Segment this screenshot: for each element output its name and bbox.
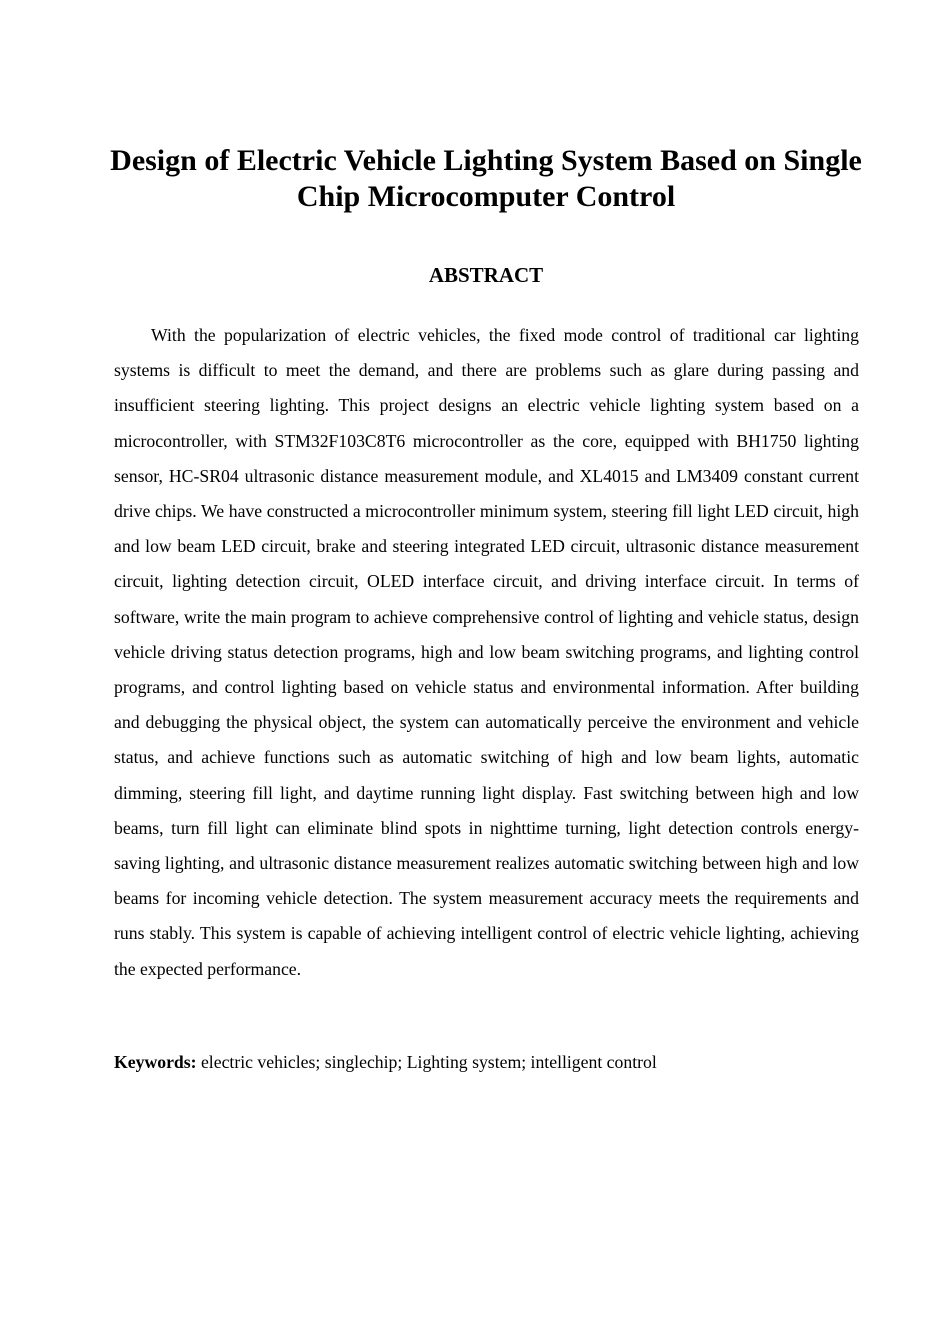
abstract-body: With the popularization of electric vehicles, the fixed mode control of traditional car lighting systems is difficult to meet the demand, and there are problems such as glare during passing and insufficient steering lighting. This project designs an electric vehicle lighting system based on a microcontroller, with STM32F103C8T6 microcontroller as the core, equipped with BH1750 lighting sensor, HC-SR04 ultrasonic distance measurement module, and XL4015 and LM3409 constant current drive chips. We have constructed a microcontroller minimum system, steering fill light LED circuit, high and low beam LED circuit, brake and steering integrated LED circuit, ultrasonic distance measurement circuit, lighting detection circuit, OLED interface circuit, and driving interface circuit. In terms of software, write the main program to achieve comprehensive control of lighting and vehicle status, design vehicle driving status detection programs, high and low beam switching programs, and lighting control programs, and control lighting based on vehicle status and environmental information. After building and debugging the physical object, the system can automatically perceive the environment and vehicle status, and achieve functions such as automatic switching of high and low beam lights, automatic dimming, steering fill light, and daytime running light display. Fast switching between high and low beams, turn fill light can eliminate blind spots in nighttime turning, light detection controls energy-saving lighting, and ultrasonic distance measurement realizes automatic switching between high and low beams for incoming vehicle detection. The system measurement accuracy meets the requirements and runs stably. This system is capable of achieving intelligent control of electric vehicle lighting, achieving the expected performance.	[114, 325, 859, 979]
keywords-text: electric vehicles; singlechip; Lighting system; intelligent control	[200, 1052, 657, 1072]
keywords-line	[114, 1048, 859, 1076]
keywords-label: Keywords:	[114, 1052, 197, 1072]
abstract-heading: ABSTRACT	[428, 263, 544, 287]
paper-title: Design of Electric Vehicle Lighting System Based on Single Chip Microcomputer Control	[110, 144, 862, 213]
